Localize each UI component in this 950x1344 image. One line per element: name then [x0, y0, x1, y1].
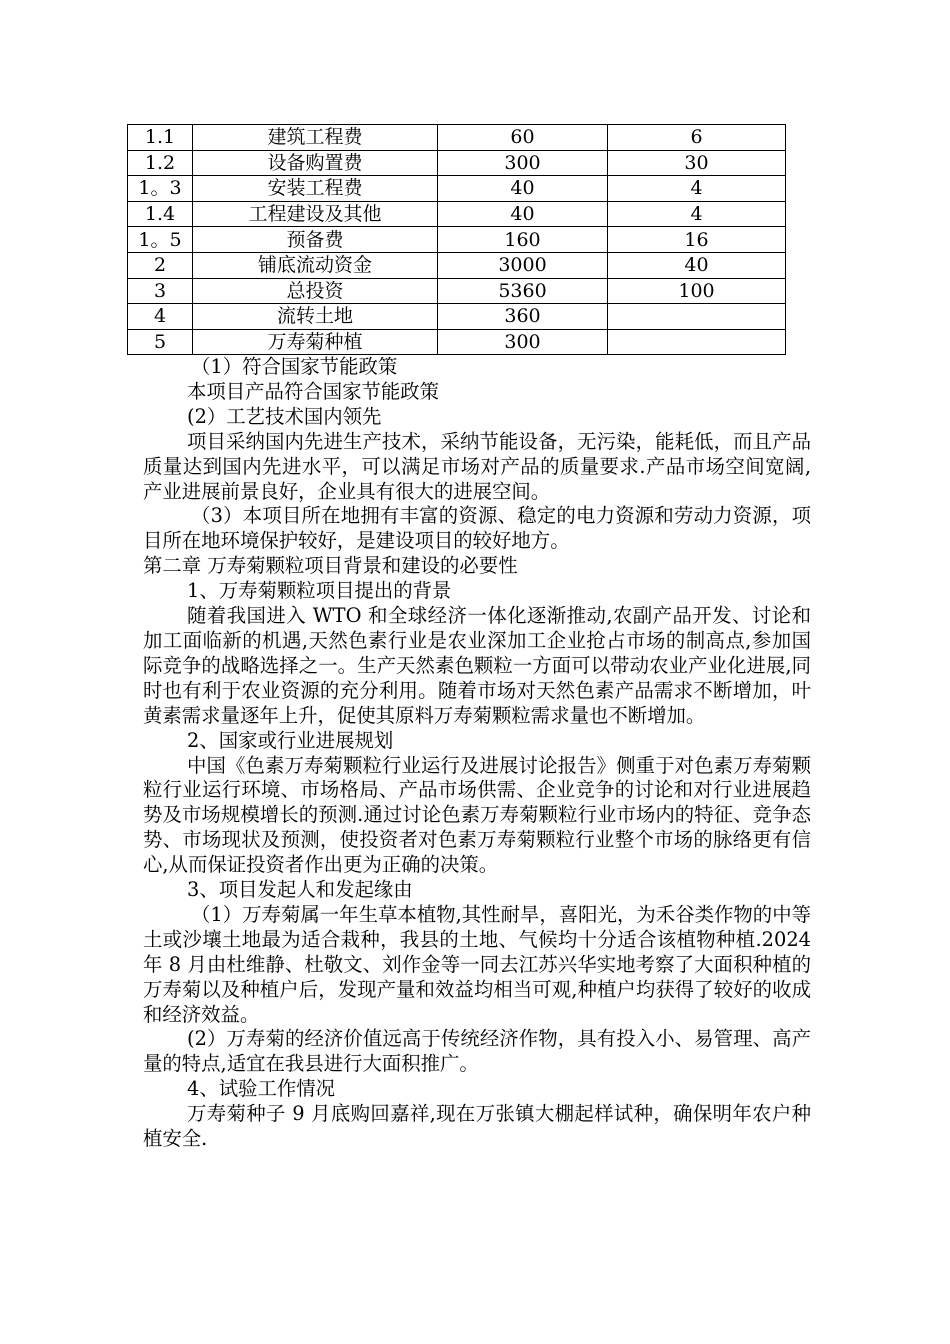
paragraph: （1）万寿菊属一年生草本植物,其性耐旱，喜阳光，为禾谷类作物的中等土或沙壤土地最为适合栽种，我县的土地、气候均十分适合该植物种植.2024 年 8 月由杜维静、杜敬文、刘作金等一同去江苏兴华实地考察了大面积种植的万寿菊以及种植户后，发现产量和效益均相当可观,种植户均获得了较好的收成和经济效益。 [143, 902, 811, 1026]
paragraph: 3、项目发起人和发起缘由 [187, 878, 413, 902]
paragraph: 本项目产品符合国家节能政策 [187, 379, 440, 403]
row-number-cell: 1。5 [128, 227, 193, 253]
table-row [128, 227, 786, 253]
amount-cell: 5360 [438, 278, 608, 304]
paragraph: 项目采纳国内先进生产技术，采纳节能设备，无污染，能耗低，而且产品质量达到国内先进水平，可以满足市场对产品的质量要求.产品市场空间宽阔,产业进展前景良好，企业具有很大的进展空间。 [143, 429, 811, 503]
paragraph: （1）符合国家节能政策 [191, 355, 398, 378]
item-name-cell: 铺底流动资金 [193, 252, 438, 278]
item-name-cell: 预备费 [193, 227, 438, 253]
item-name-cell: 万寿菊种植 [193, 329, 438, 355]
paragraph: （3）本项目所在地拥有丰富的资源、稳定的电力资源和劳动力资源，项目所在地环境保护较好，是建设项目的较好地方。 [143, 504, 811, 553]
table-row [128, 278, 786, 304]
table-row [128, 150, 786, 176]
row-number-cell: 4 [128, 304, 193, 330]
table-row [128, 252, 786, 278]
investment-table-body [128, 125, 786, 355]
paragraph: (2）万寿菊的经济价值远高于传统经济作物，具有投入小、易管理、高产量的特点,适宜在我县进行大面积推广。 [143, 1027, 811, 1076]
chapter-heading: 第二章 万寿菊颗粒项目背景和建设的必要性 [143, 554, 518, 578]
paragraph: 4、试验工作情况 [187, 1077, 336, 1101]
percent-cell: 30 [608, 150, 786, 176]
paragraph: 中国《色素万寿菊颗粒行业运行及进展讨论报告》侧重于对色素万寿菊颗粒行业运行环境、市场格局、产品市场供需、企业竞争的讨论和对行业进展趋势及市场规模增长的预测.通过讨论色素万寿菊颗粒行业市场内的特征、竞争态势、市场现状及预测，使投资者对色素万寿菊颗粒行业整个市场的脉络更有信心,从而保证投资者作出更为正确的决策。 [143, 753, 811, 877]
row-number-cell: 3 [128, 278, 193, 304]
table-row [128, 201, 786, 227]
paragraph: 1、万寿菊颗粒项目提出的背景 [187, 579, 452, 603]
percent-cell [608, 329, 786, 355]
percent-cell: 4 [608, 176, 786, 202]
table-row [128, 125, 786, 151]
paragraph: 2、国家或行业进展规划 [187, 728, 394, 752]
paragraph: (2）工艺技术国内领先 [187, 404, 382, 428]
row-number-cell: 1.4 [128, 201, 193, 227]
investment-table [127, 124, 786, 355]
table-row [128, 304, 786, 330]
percent-cell: 16 [608, 227, 786, 253]
amount-cell: 40 [438, 201, 608, 227]
amount-cell: 40 [438, 176, 608, 202]
amount-cell: 60 [438, 125, 608, 151]
amount-cell: 300 [438, 150, 608, 176]
percent-cell: 100 [608, 278, 786, 304]
item-name-cell: 工程建设及其他 [193, 201, 438, 227]
table-row [128, 176, 786, 202]
amount-cell: 300 [438, 329, 608, 355]
item-name-cell: 安装工程费 [193, 176, 438, 202]
amount-cell: 3000 [438, 252, 608, 278]
row-number-cell: 1.1 [128, 125, 193, 151]
percent-cell: 40 [608, 252, 786, 278]
item-name-cell: 流转土地 [193, 304, 438, 330]
amount-cell: 360 [438, 304, 608, 330]
paragraph: 随着我国进入 WTO 和全球经济一体化逐渐推动,农副产品开发、讨论和加工面临新的机遇,天然色素行业是农业深加工企业抢占市场的制高点,参加国际竞争的战略选择之一。生产天然素色颗粒一方面可以带动农业产业化进展,同时也有利于农业资源的充分利用。随着市场对天然色素产品需求不断增加，叶黄素需求量逐年上升，促使其原料万寿菊颗粒需求量也不断增加。 [143, 604, 811, 727]
row-number-cell: 5 [128, 329, 193, 355]
percent-cell [608, 304, 786, 330]
row-number-cell: 1.2 [128, 150, 193, 176]
amount-cell: 160 [438, 227, 608, 253]
percent-cell: 4 [608, 201, 786, 227]
paragraph: 万寿菊种子 9 月底购回嘉祥,现在万张镇大棚起样试种，确保明年农户种植安全. [143, 1102, 811, 1151]
table-row [128, 329, 786, 355]
document-body-text [143, 355, 811, 1152]
row-number-cell: 2 [128, 252, 193, 278]
item-name-cell: 设备购置费 [193, 150, 438, 176]
row-number-cell: 1。3 [128, 176, 193, 202]
item-name-cell: 建筑工程费 [193, 125, 438, 151]
item-name-cell: 总投资 [193, 278, 438, 304]
percent-cell: 6 [608, 125, 786, 151]
